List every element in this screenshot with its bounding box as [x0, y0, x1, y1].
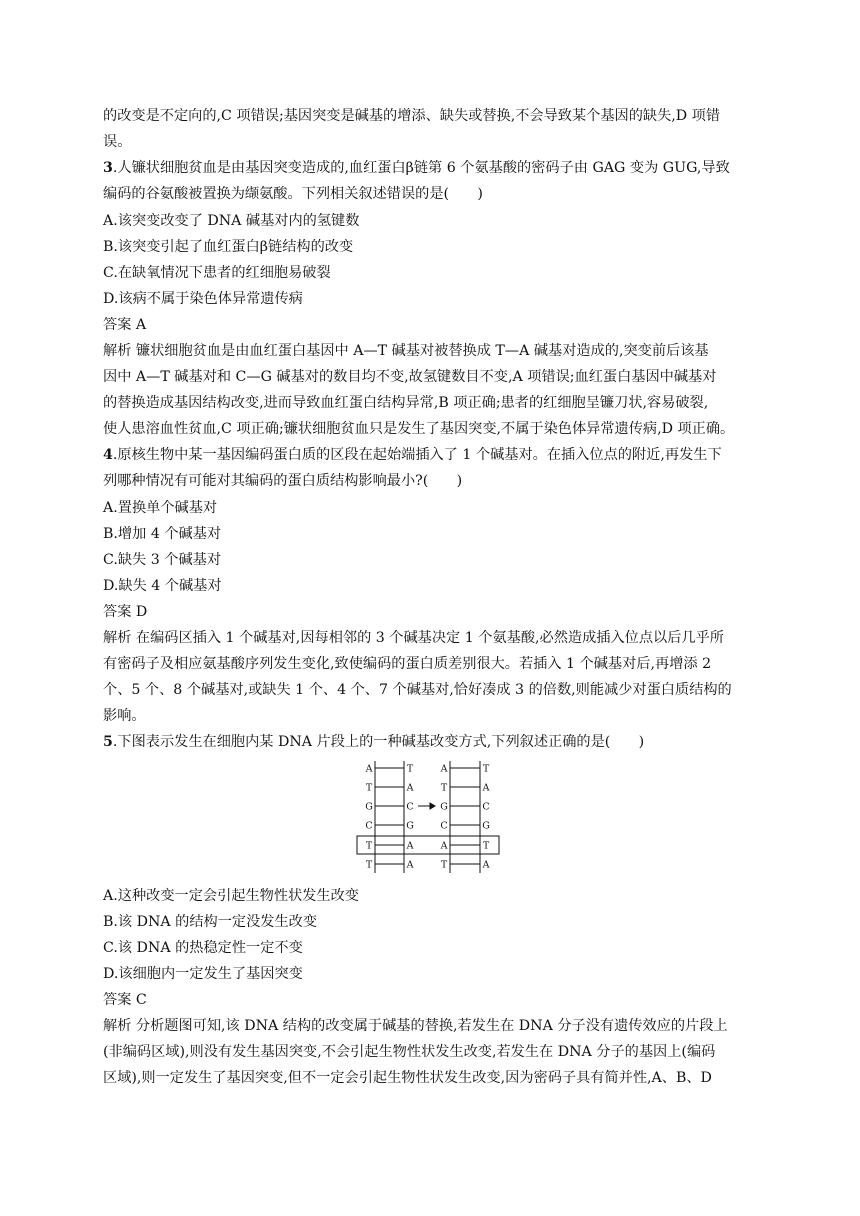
analysis-line: 因中 A—T 碱基对和 C—G 碱基对的数目均不变,故氢键数目不变,A 项错误;血红蛋白基因中碱基对 — [103, 369, 717, 385]
option-a: A.这种改变一定会引起生物性状发生改变 — [103, 888, 359, 904]
question-number: 3 — [103, 160, 113, 176]
analysis-line: 解析 镰状细胞贫血是由血红蛋白基因中 A—T 碱基对被替换成 T—A 碱基对造成的,突变前后该基 — [103, 343, 709, 359]
answer: 答案 D — [103, 604, 148, 620]
original-dna-base: T — [365, 840, 373, 852]
dna-base-substitution-figure — [350, 759, 510, 877]
option-d: D.该细胞内一定发生了基因突变 — [103, 966, 303, 982]
intro-line: 误。 — [103, 134, 132, 150]
question-number: 4 — [103, 447, 113, 463]
option-b: B.该 DNA 的结构一定没发生改变 — [103, 914, 318, 930]
arrow-icon — [418, 803, 435, 809]
option-a: A.该突变改变了 DNA 碱基对内的氢键数 — [103, 213, 360, 229]
question-3-stem — [103, 158, 730, 178]
original-dna-base: T — [406, 763, 414, 775]
analysis-line: (非编码区域),则没有发生基因突变,不会引起生物性状发生改变,若发生在 DNA 分子的基因上(编码 — [103, 1044, 716, 1060]
mutated-dna-base: A — [482, 859, 490, 871]
answer: 答案 C — [103, 992, 147, 1008]
original-dna-base: G — [406, 820, 414, 832]
original-dna-base: T — [365, 859, 373, 871]
original-dna-base: C — [406, 801, 414, 813]
original-dna-base: G — [365, 801, 373, 813]
mutated-dna-base: A — [482, 782, 490, 794]
option-d: D.该病不属于染色体异常遗传病 — [103, 291, 303, 307]
mutated-dna-base: C — [482, 801, 490, 813]
analysis-line: 有密码子及相应氨基酸序列发生变化,致使编码的蛋白质差别很大。若插入 1 个碱基对后,再增添 2 — [103, 656, 712, 672]
question-5-stem — [103, 732, 644, 752]
original-dna-base: T — [365, 782, 373, 794]
original-dna-base: C — [365, 820, 373, 832]
analysis-line: 使人患溶血性贫血,C 项正确;镰状细胞贫血只是发生了基因突变,不属于染色体异常遗传病,D 项正确。 — [103, 421, 735, 437]
answer: 答案 A — [103, 317, 147, 333]
mutated-dna-base: T — [482, 840, 490, 852]
question-stem-text: .原核生物中某一基因编码蛋白质的区段在起始端插入了 1 个碱基对。在插入位点的附近,再发生下 — [112, 447, 722, 463]
option-b: B.该突变引起了血红蛋白β链结构的改变 — [103, 239, 354, 255]
option-c: C.缺失 3 个碱基对 — [103, 552, 222, 568]
mutated-dna-base: T — [482, 763, 490, 775]
question-4-stem — [103, 445, 722, 465]
option-b: B.增加 4 个碱基对 — [103, 526, 222, 542]
mutated-dna-base: G — [482, 820, 490, 832]
option-c: C.在缺氧情况下患者的红细胞易破裂 — [103, 265, 331, 281]
mutated-dna-base: A — [440, 840, 448, 852]
mutated-dna-base: G — [440, 801, 448, 813]
original-dna-base: A — [406, 782, 414, 794]
mutated-dna-base: A — [440, 763, 448, 775]
original-dna-base: A — [406, 840, 414, 852]
mutated-dna-base: T — [440, 859, 448, 871]
option-d: D.缺失 4 个碱基对 — [103, 578, 222, 594]
mutated-dna-base: C — [440, 820, 448, 832]
analysis-line: 个、5 个、8 个碱基对,或缺失 1 个、4 个、7 个碱基对,恰好凑成 3 的倍数,则能减少对蛋白质结构的 — [103, 682, 732, 698]
question-stem-text: 编码的谷氨酸被置换为缬氨酸。下列相关叙述错误的是( ) — [103, 186, 483, 202]
option-c: C.该 DNA 的热稳定性一定不变 — [103, 940, 303, 956]
analysis-line: 区域),则一定发生了基因突变,但不一定会引起生物性状发生改变,因为密码子具有简并性,A、B、D — [103, 1070, 712, 1086]
analysis-line: 解析 分析题图可知,该 DNA 结构的改变属于碱基的替换,若发生在 DNA 分子没有遗传效应的片段上 — [103, 1018, 728, 1034]
analysis-line: 的替换造成基因结构改变,进而导致血红蛋白结构异常,B 项正确;患者的红细胞呈镰刀状,容易破裂, — [103, 395, 709, 411]
question-number: 5 — [103, 734, 113, 750]
question-stem-text: .下图表示发生在细胞内某 DNA 片段上的一种碱基改变方式,下列叙述正确的是( ) — [112, 734, 645, 750]
intro-line: 的改变是不定向的,C 项错误;基因突变是碱基的增添、缺失或替换,不会导致某个基因的缺失,D 项错 — [103, 108, 721, 124]
question-stem-text: 列哪种情况有可能对其编码的蛋白质结构影响最小?( ) — [103, 473, 463, 489]
mutated-dna-base: T — [440, 782, 448, 794]
analysis-line: 解析 在编码区插入 1 个碱基对,因每相邻的 3 个碱基决定 1 个氨基酸,必然造成插入位点以后几乎所 — [103, 630, 724, 646]
analysis-line: 影响。 — [103, 708, 146, 724]
question-stem-text: .人镰状细胞贫血是由基因突变造成的,血红蛋白β链第 6 个氨基酸的密码子由 GAG 变为 GUG,导致 — [112, 160, 730, 176]
original-dna-base: A — [406, 859, 414, 871]
option-a: A.置换单个碱基对 — [103, 500, 218, 516]
original-dna-base: A — [365, 763, 373, 775]
